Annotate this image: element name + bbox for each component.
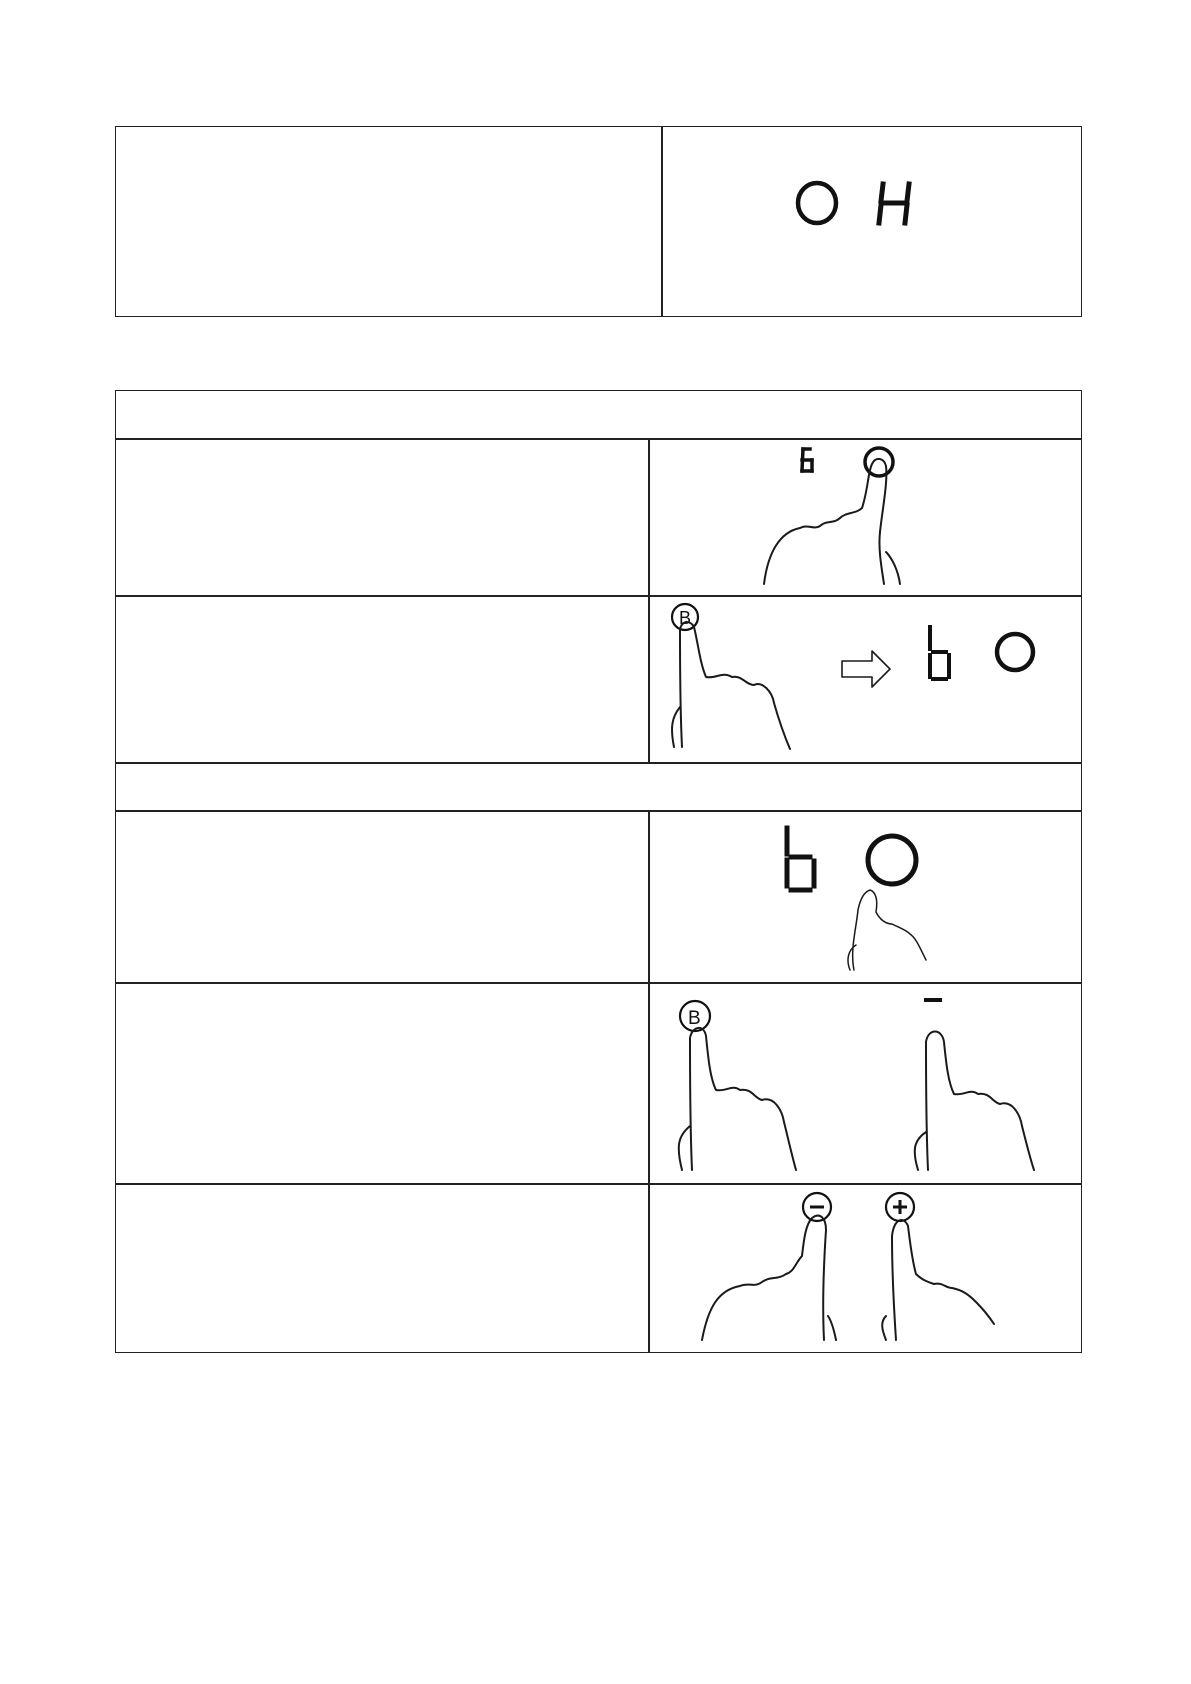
header-row-1 bbox=[117, 392, 1080, 438]
row-4-text bbox=[117, 984, 647, 1183]
row-3-illustration bbox=[770, 820, 990, 980]
row-4-illustration bbox=[650, 986, 1080, 1181]
finger-press-icon bbox=[672, 622, 790, 749]
row-2-text bbox=[117, 597, 647, 762]
b-button-label: B bbox=[679, 608, 692, 628]
finger-press-icon bbox=[882, 1220, 994, 1340]
finger-press-icon bbox=[915, 1032, 1034, 1171]
six-segment-glyph bbox=[802, 449, 812, 471]
row-5-text bbox=[117, 1185, 647, 1351]
row-2-illustration bbox=[650, 597, 1080, 762]
row-5-illustration bbox=[690, 1190, 1050, 1350]
h-segment-glyph bbox=[879, 184, 909, 223]
zero-ring-icon bbox=[997, 634, 1033, 670]
arrow-right-icon bbox=[842, 651, 890, 687]
b-segment-glyph bbox=[930, 627, 949, 679]
finger-press-icon bbox=[848, 890, 926, 970]
display-oh bbox=[790, 180, 930, 230]
row-1-text bbox=[117, 440, 647, 595]
header-row-2 bbox=[117, 764, 1080, 810]
b-segment-glyph bbox=[787, 828, 814, 890]
finger-press-icon bbox=[679, 1028, 796, 1170]
zero-ring-icon bbox=[868, 836, 916, 884]
finger-press-icon bbox=[702, 1216, 836, 1340]
top-table-left-text bbox=[117, 128, 659, 315]
row-3-text bbox=[117, 812, 647, 982]
zero-ring-icon bbox=[798, 183, 836, 223]
b-button-label: B bbox=[688, 1008, 701, 1029]
top-table-divider bbox=[661, 126, 663, 317]
row-1-illustration bbox=[760, 442, 920, 592]
